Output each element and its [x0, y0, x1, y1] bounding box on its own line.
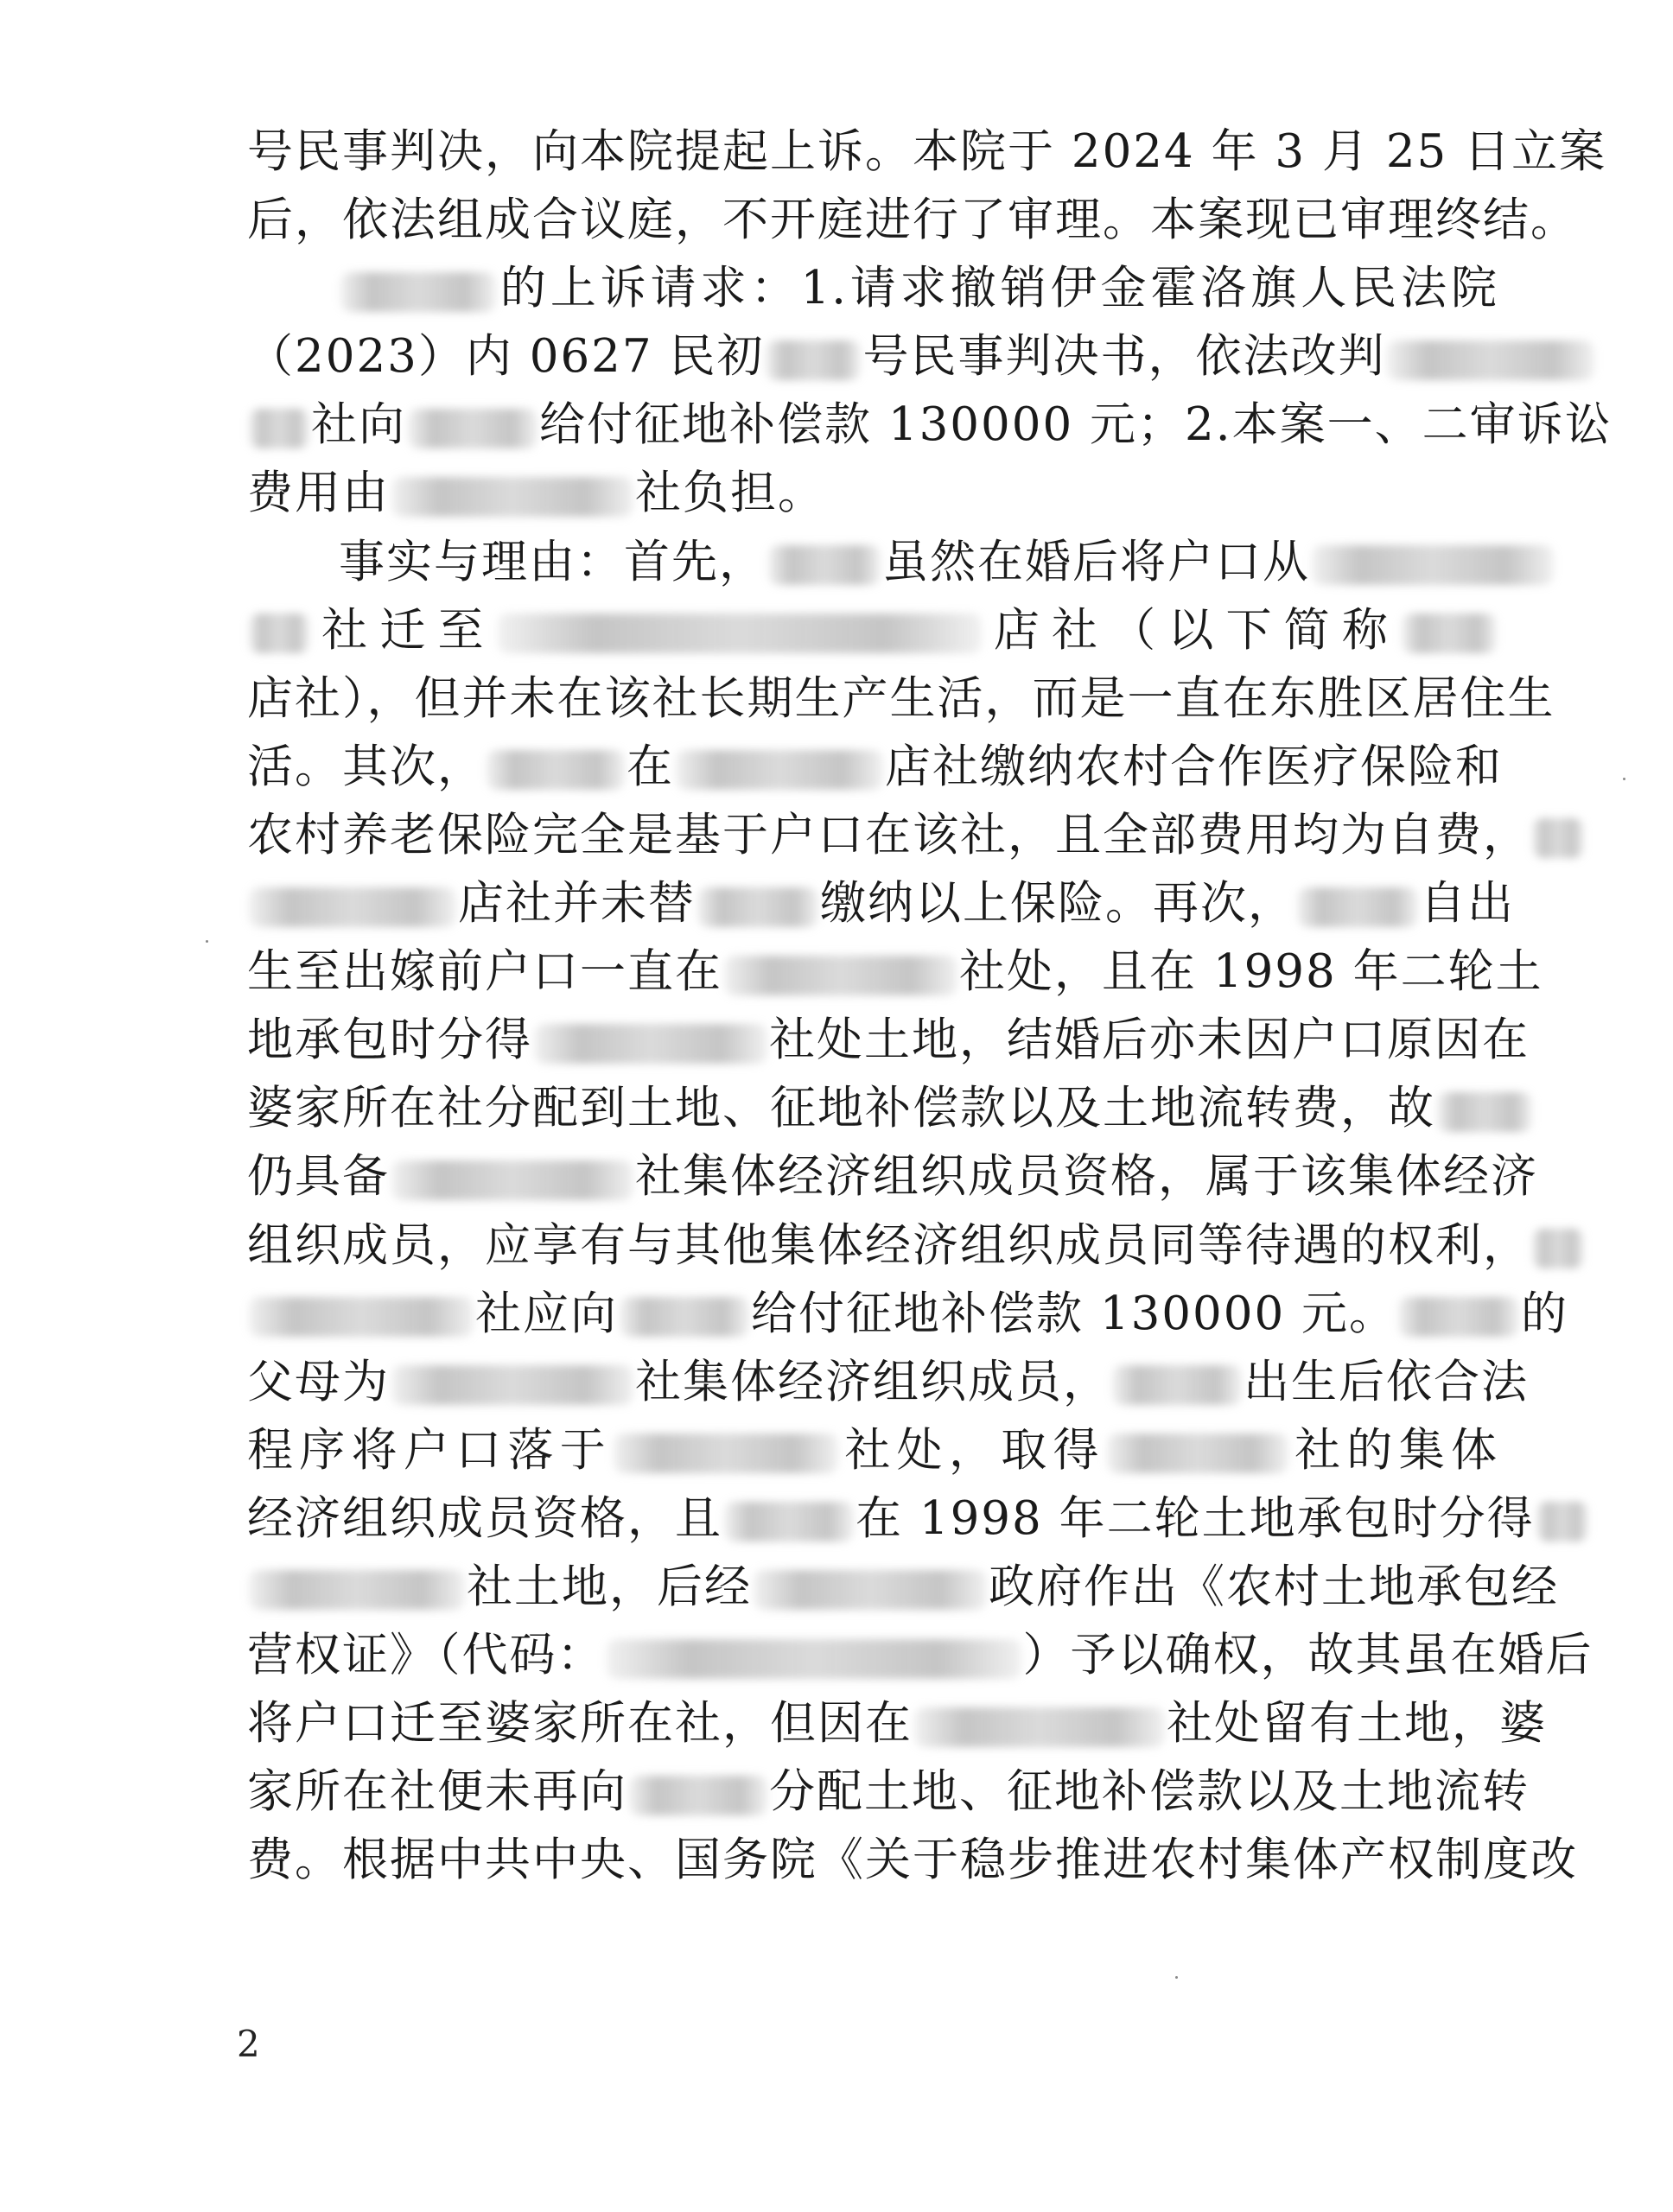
text-run: 社向 — [311, 398, 406, 452]
redacted-government — [754, 1570, 987, 1610]
redacted-village — [1532, 818, 1584, 858]
text-line — [247, 1006, 1530, 1074]
text-run: 仍具备 — [247, 1150, 390, 1204]
redacted-name — [1112, 1365, 1242, 1405]
text-run: 社集体经济组织成员资格，属于该集体经济 — [635, 1150, 1538, 1204]
redacted-name — [340, 272, 496, 312]
text-run: 自出 — [1420, 877, 1515, 931]
text-run: 家所在社便未再向 — [247, 1765, 627, 1819]
redacted-name — [724, 1502, 854, 1541]
redacted-name — [629, 1776, 767, 1815]
text-run: ）予以确权，故其虽在婚后 — [1022, 1629, 1593, 1682]
text-line — [247, 733, 1503, 801]
text-line — [247, 118, 1607, 186]
text-line — [247, 1758, 1530, 1826]
text-run: 在 1998 年二轮土地承包时分得 — [856, 1491, 1535, 1545]
text-line — [247, 801, 1530, 869]
text-run: 父母为 — [247, 1355, 390, 1408]
redacted-village — [249, 1570, 465, 1610]
redacted-village — [391, 1160, 633, 1200]
redacted-village — [534, 1024, 767, 1064]
text-line — [247, 1826, 1578, 1894]
redacted-village — [676, 750, 883, 790]
text-run: 活。其次， — [247, 740, 485, 793]
text-line — [247, 938, 1543, 1006]
text-line — [247, 1553, 1559, 1621]
redacted-name — [487, 750, 625, 790]
text-run: 事实与理由：首先， — [339, 535, 767, 588]
text-run: 婆家所在社分配到土地、征地补偿款以及土地流转费，故 — [247, 1082, 1435, 1135]
text-line — [247, 1689, 1547, 1758]
redacted-village — [614, 1433, 838, 1473]
redacted-name — [620, 1297, 749, 1337]
redacted-certificate-code — [607, 1639, 1021, 1679]
text-line — [247, 391, 1613, 459]
text-line — [247, 1348, 1529, 1416]
redacted-village — [391, 1365, 633, 1405]
page-number: 2 — [237, 2023, 260, 2065]
text-run: 农村养老保险完全是基于户口在该社，且全部费用均为自费， — [247, 808, 1530, 861]
text-line — [247, 596, 1498, 664]
text-run: 社应向 — [475, 1287, 618, 1340]
text-run: 在 — [627, 740, 674, 793]
text-run: 给付征地补偿款 130000 元；2.本案一、二审诉讼 — [539, 398, 1613, 452]
redacted-village — [1312, 545, 1554, 585]
redacted-village — [1402, 613, 1497, 653]
scan-speck — [1623, 778, 1625, 780]
redacted-village — [249, 613, 309, 653]
text-run: 社集体经济组织成员， — [635, 1355, 1110, 1408]
redacted-case-number — [766, 340, 861, 380]
redacted-village — [249, 409, 309, 448]
text-run: 社土地，后经 — [467, 1560, 752, 1613]
text-run: 组织成员，应享有与其他集体经济组织成员同等待遇的权利， — [247, 1218, 1530, 1272]
text-run: 缴纳以上保险。再次， — [820, 877, 1295, 931]
text-run: 出生后依合法 — [1244, 1355, 1529, 1408]
redacted-village — [724, 956, 957, 995]
redacted-village — [249, 887, 456, 927]
redacted-village — [391, 477, 633, 517]
text-line — [247, 1484, 1535, 1553]
text-line — [247, 1280, 1569, 1348]
text-line — [247, 459, 1498, 527]
text-run: 程序将户口落于 — [247, 1423, 613, 1477]
text-run: 营权证》（代码： — [247, 1629, 605, 1682]
text-line — [247, 1211, 1530, 1280]
redacted-name — [697, 887, 818, 927]
text-line — [247, 528, 1498, 596]
scan-speck — [1175, 1976, 1178, 1979]
text-run: （2023）内 0627 民初 — [247, 330, 765, 384]
text-run: 店社并未替 — [458, 877, 696, 931]
text-line — [247, 186, 1578, 254]
text-run: 分配土地、征地补偿款以及土地流转 — [769, 1765, 1530, 1819]
text-run: 社处留有土地，婆 — [1167, 1697, 1547, 1751]
text-run: 给付征地补偿款 130000 元。 — [751, 1287, 1397, 1340]
text-run: 社的集体 — [1289, 1423, 1499, 1477]
redacted-village — [1532, 1229, 1584, 1268]
text-run: 将户口迁至婆家所在社，但因在 — [247, 1697, 913, 1751]
text-run: 号民事判决，向本院提起上诉。本院于 2024 年 3 月 25 日立案 — [247, 125, 1607, 178]
text-run: 店社缴纳农村合作医疗保险和 — [885, 740, 1503, 793]
text-run: 虽然在婚后将户口从 — [882, 535, 1310, 588]
text-run: 社处土地，结婚后亦未因户口原因在 — [769, 1014, 1530, 1067]
text-run: 店社（以下简称 — [983, 603, 1401, 657]
redacted-name — [1297, 887, 1418, 927]
text-run: 社处，取得 — [840, 1423, 1105, 1477]
text-run: 费用由 — [247, 467, 390, 520]
redacted-village — [1387, 340, 1594, 380]
text-run: 后，依法组成合议庭，不开庭进行了审理。本案现已审理终结。 — [247, 194, 1578, 247]
text-line — [247, 1621, 1593, 1689]
text-run: 社迁至 — [311, 603, 496, 657]
text-line — [247, 322, 1498, 391]
text-line — [247, 1074, 1498, 1142]
document-body — [247, 118, 1613, 1894]
text-run: 地承包时分得 — [247, 1014, 532, 1067]
redacted-village — [1107, 1433, 1288, 1473]
redacted-name — [1398, 1297, 1519, 1337]
text-run: 的上诉请求：1.请求撤销伊金霍洛旗人民法院 — [498, 262, 1498, 315]
redacted-name — [408, 409, 538, 448]
text-run: 的 — [1521, 1287, 1569, 1340]
text-run: 费。根据中共中央、国务院《关于稳步推进农村集体产权制度改 — [247, 1834, 1578, 1887]
text-run: 经济组织成员资格，且 — [247, 1491, 722, 1545]
redacted-village — [1536, 1502, 1588, 1541]
scan-speck — [206, 940, 208, 943]
redacted-name — [768, 545, 881, 585]
text-line — [247, 1416, 1498, 1484]
text-run: 社负担。 — [635, 467, 825, 520]
redacted-village — [914, 1707, 1165, 1747]
redacted-village — [249, 1297, 474, 1337]
text-line — [247, 1142, 1538, 1211]
redacted-village — [498, 613, 982, 653]
text-line — [247, 254, 1498, 322]
text-run: 政府作出《农村土地承包经 — [989, 1560, 1559, 1613]
redacted-name — [1437, 1092, 1532, 1132]
text-run: 社处，且在 1998 年二轮土 — [959, 945, 1543, 999]
text-line — [247, 664, 1555, 733]
text-run: 店社），但并未在该社长期生产生活，而是一直在东胜区居住生 — [247, 671, 1555, 725]
text-run: 号民事判决书，依法改判 — [862, 330, 1386, 384]
text-line — [247, 869, 1515, 938]
text-run: 生至出嫁前户口一直在 — [247, 945, 722, 999]
